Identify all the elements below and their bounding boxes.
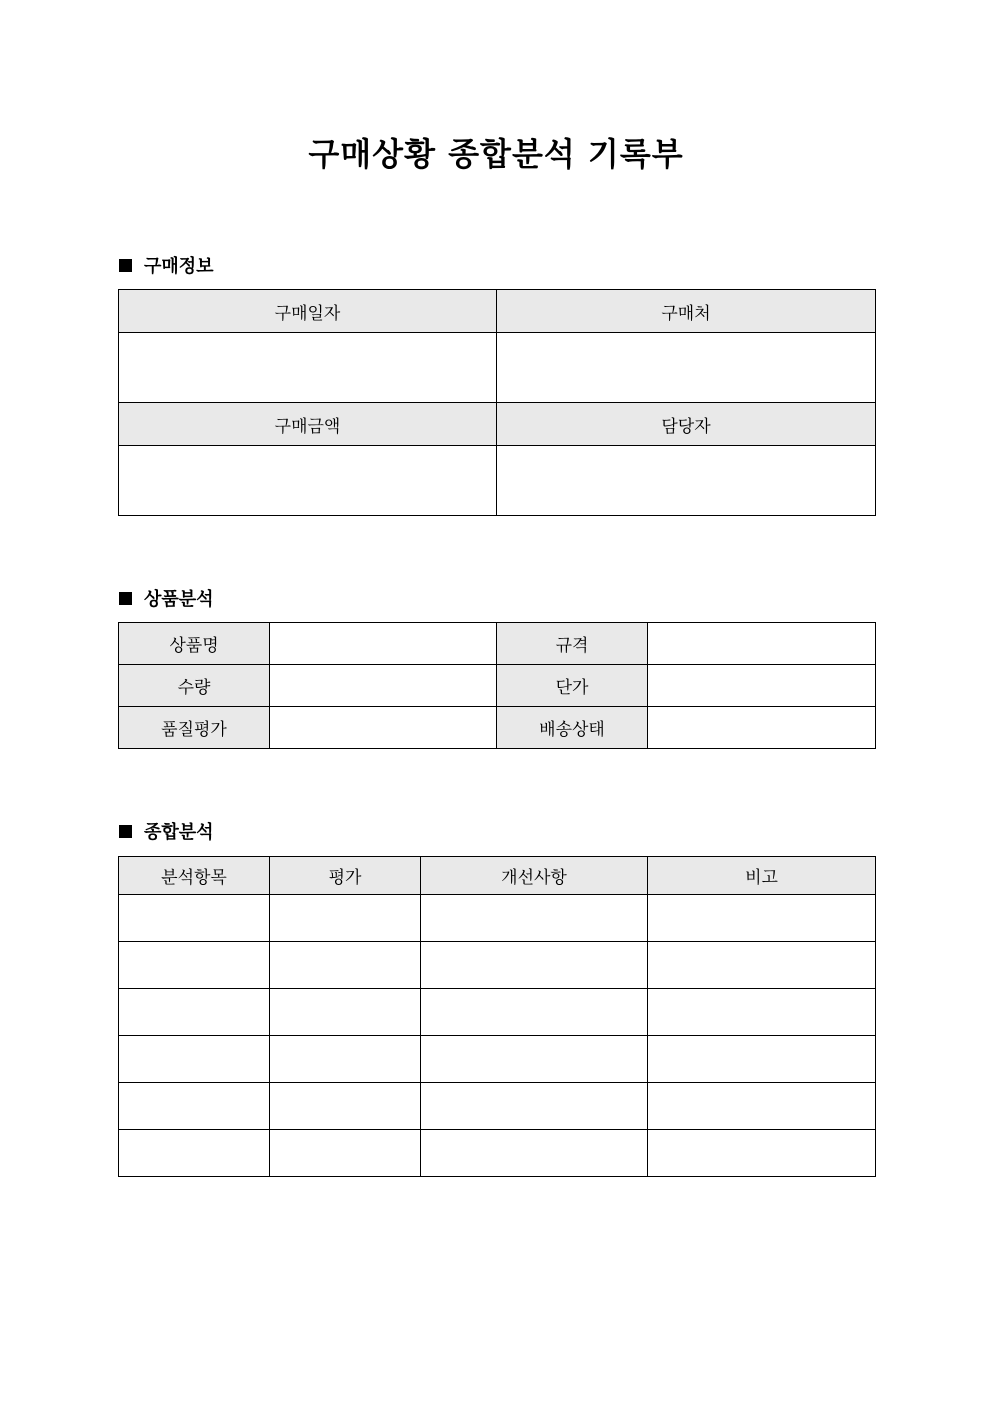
manager-label: 담당자 <box>497 403 876 446</box>
table-row <box>119 1083 876 1130</box>
square-icon <box>119 825 132 838</box>
table-cell[interactable] <box>119 989 270 1036</box>
quality-label: 품질평가 <box>119 707 270 749</box>
vendor-field[interactable] <box>497 333 876 403</box>
table-row <box>119 1130 876 1177</box>
table-cell[interactable] <box>270 895 421 942</box>
table-cell[interactable] <box>648 942 876 989</box>
quality-field[interactable] <box>270 707 497 749</box>
table-cell[interactable] <box>421 1130 648 1177</box>
table-cell[interactable] <box>421 942 648 989</box>
column-header: 평가 <box>270 857 421 895</box>
table-cell[interactable] <box>270 942 421 989</box>
table-row <box>119 1036 876 1083</box>
amount-label: 구매금액 <box>119 403 497 446</box>
quantity-field[interactable] <box>270 665 497 707</box>
section-heading-label: 종합분석 <box>144 822 214 843</box>
table-cell[interactable] <box>421 989 648 1036</box>
quantity-label: 수량 <box>119 665 270 707</box>
square-icon <box>119 592 132 605</box>
product-analysis-table <box>118 622 876 749</box>
purchase-info-table <box>118 289 876 516</box>
table-cell[interactable] <box>421 895 648 942</box>
table-cell[interactable] <box>270 1083 421 1130</box>
amount-field[interactable] <box>119 446 497 516</box>
section-heading-purchase-info <box>119 253 214 277</box>
unit-price-label: 단가 <box>497 665 648 707</box>
table-cell[interactable] <box>270 1036 421 1083</box>
section-heading-label: 구매정보 <box>144 256 214 277</box>
product-name-field[interactable] <box>270 623 497 665</box>
column-header: 분석항목 <box>119 857 270 895</box>
document-title: 구매상황 종합분석 기록부 <box>308 135 684 173</box>
table-cell[interactable] <box>648 1130 876 1177</box>
delivery-label: 배송상태 <box>497 707 648 749</box>
table-cell[interactable] <box>270 989 421 1036</box>
section-heading-label: 상품분석 <box>144 589 214 610</box>
purchase-date-field[interactable] <box>119 333 497 403</box>
product-name-label: 상품명 <box>119 623 270 665</box>
column-header: 개선사항 <box>421 857 648 895</box>
table-cell[interactable] <box>119 942 270 989</box>
table-cell[interactable] <box>648 1083 876 1130</box>
square-icon <box>119 259 132 272</box>
table-cell[interactable] <box>119 1083 270 1130</box>
table-cell[interactable] <box>119 1130 270 1177</box>
table-cell[interactable] <box>119 1036 270 1083</box>
table-cell[interactable] <box>648 895 876 942</box>
spec-label: 규격 <box>497 623 648 665</box>
overall-analysis-table <box>118 856 876 1177</box>
purchase-date-label: 구매일자 <box>119 290 497 333</box>
section-heading-product-analysis <box>119 586 214 610</box>
table-row <box>119 895 876 942</box>
spec-field[interactable] <box>648 623 876 665</box>
table-row <box>119 989 876 1036</box>
delivery-field[interactable] <box>648 707 876 749</box>
manager-field[interactable] <box>497 446 876 516</box>
vendor-label: 구매처 <box>497 290 876 333</box>
table-cell[interactable] <box>421 1036 648 1083</box>
unit-price-field[interactable] <box>648 665 876 707</box>
table-cell[interactable] <box>270 1130 421 1177</box>
table-row <box>119 942 876 989</box>
table-cell[interactable] <box>648 1036 876 1083</box>
table-cell[interactable] <box>421 1083 648 1130</box>
section-heading-overall-analysis <box>119 819 214 843</box>
table-cell[interactable] <box>119 895 270 942</box>
column-header: 비고 <box>648 857 876 895</box>
table-cell[interactable] <box>648 989 876 1036</box>
